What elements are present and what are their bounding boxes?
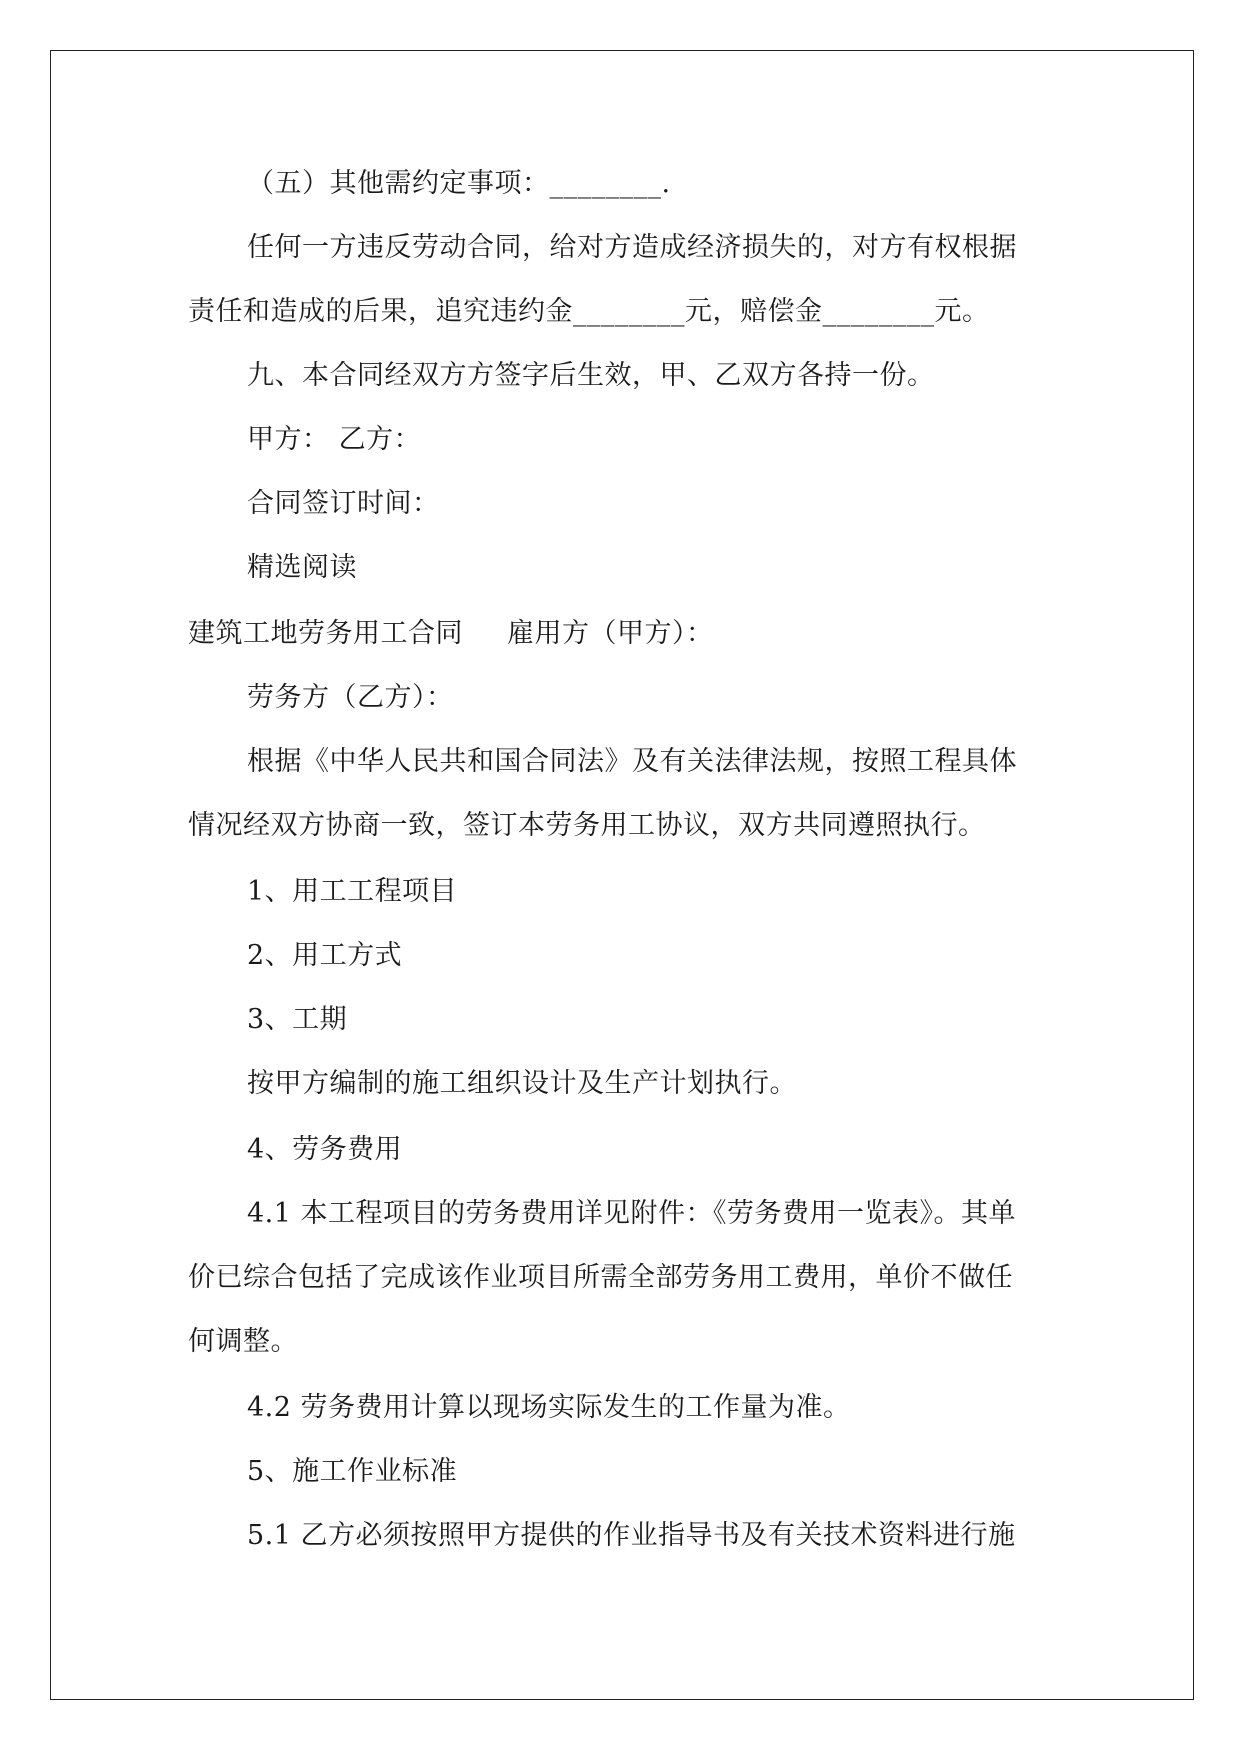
clause-4-1-line-1: 4.1 本工程项目的劳务费用详见附件：《劳务费用一览表》。其单 bbox=[247, 1198, 1017, 1229]
paragraph-breach-line-2: 责任和造成的后果，追究违约金________元，赔偿金________元。 bbox=[188, 296, 990, 327]
section-2-heading: 2、用工方式 bbox=[247, 940, 403, 971]
employer-label: 雇用方（甲方）： bbox=[507, 618, 714, 649]
preamble-line-2: 情况经双方协商一致，签订本劳务用工协议，双方共同遵照执行。 bbox=[188, 810, 986, 841]
paragraph-breach-line-1: 任何一方违反劳动合同，给对方造成经济损失的，对方有权根据 bbox=[247, 232, 1017, 263]
signature-parties: 甲方： 乙方： bbox=[247, 424, 422, 455]
contract-title-row bbox=[188, 618, 714, 650]
section-5-heading: 5、施工作业标准 bbox=[247, 1456, 458, 1487]
clause-4-1-line-3: 何调整。 bbox=[188, 1326, 298, 1357]
clause-other-matters: （五）其他需约定事项：________. bbox=[247, 168, 671, 199]
clause-5-1-line-1: 5.1 乙方必须按照甲方提供的作业指导书及有关技术资料进行施 bbox=[247, 1520, 1016, 1551]
clause-4-2: 4.2 劳务费用计算以现场实际发生的工作量为准。 bbox=[247, 1392, 851, 1423]
section-3-body: 按甲方编制的施工组织设计及生产计划执行。 bbox=[247, 1068, 797, 1099]
preamble-line-1: 根据《中华人民共和国合同法》及有关法律法规，按照工程具体 bbox=[247, 746, 1017, 777]
section-4-heading: 4、劳务费用 bbox=[247, 1134, 403, 1165]
labor-provider-label: 劳务方（乙方）： bbox=[247, 682, 454, 713]
recommended-reading-heading: 精选阅读 bbox=[247, 552, 357, 583]
contract-title: 建筑工地劳务用工合同 bbox=[188, 618, 463, 649]
section-1-heading: 1、用工工程项目 bbox=[247, 876, 458, 907]
signing-date-label: 合同签订时间： bbox=[247, 488, 440, 519]
clause-4-1-line-2: 价已综合包括了完成该作业项目所需全部劳务用工费用，单价不做任 bbox=[188, 1262, 1013, 1293]
section-3-heading: 3、工期 bbox=[247, 1004, 348, 1035]
clause-nine-effective: 九、本合同经双方方签字后生效，甲、乙双方各持一份。 bbox=[247, 360, 935, 391]
